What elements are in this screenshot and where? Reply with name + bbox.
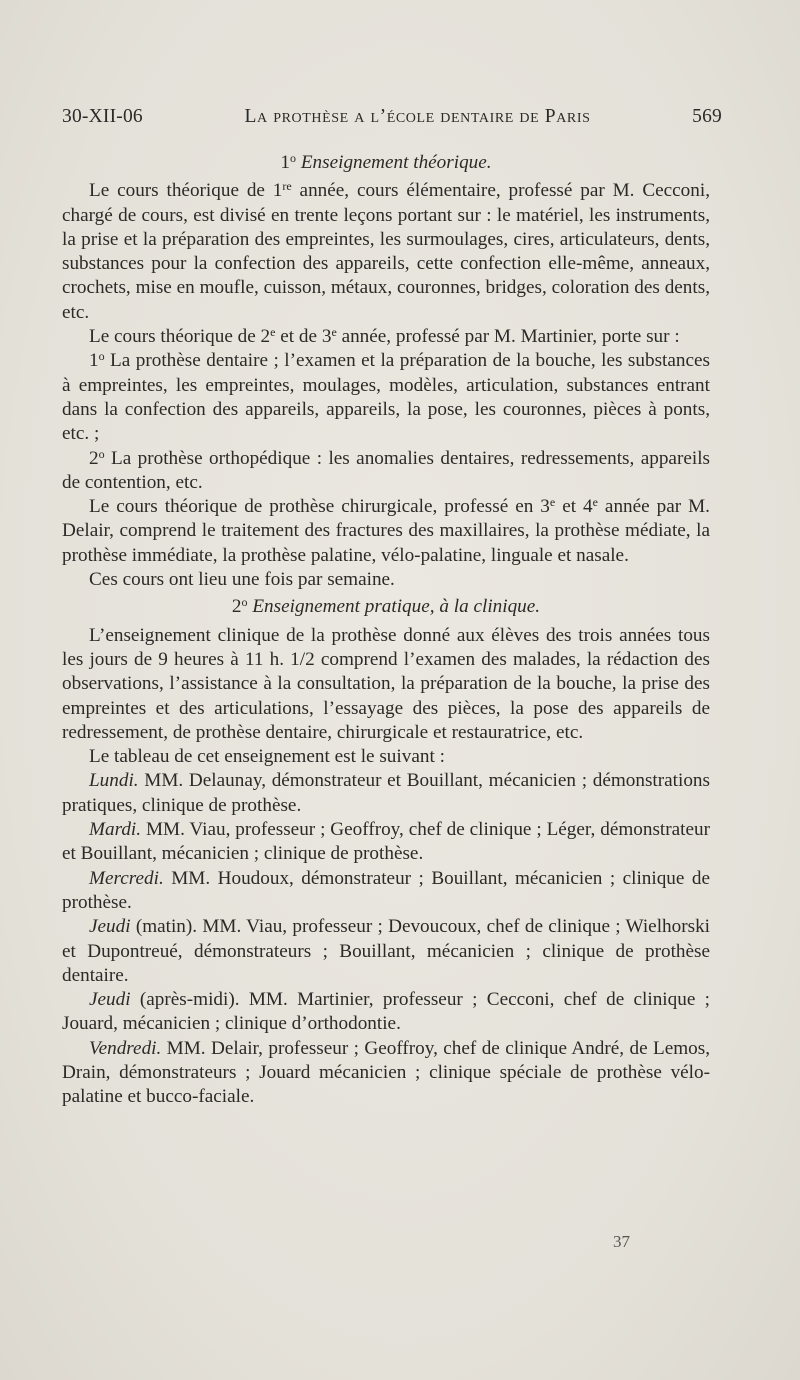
item-number: 1 <box>89 350 99 372</box>
heading-text: Enseignement pratique, à la clinique. <box>252 596 541 618</box>
signature-mark: 37 <box>613 1232 630 1251</box>
schedule-text: MM. Delair, professeur ; Geoffroy, chef de clinique André, de Lemos, Drain, démonstrateurs ; Jouard mécanicien ; clinique spéciale de prothèse vélo-palatine et bucco-faciale. <box>62 1037 710 1108</box>
paragraph-text: Le tableau de cet enseignement est le suivant : <box>89 746 445 768</box>
section-heading-practice <box>62 595 710 619</box>
schedule-day: Jeudi <box>89 989 131 1011</box>
paragraph-text: La prothèse dentaire ; l’examen et la préparation de la bouche, les substances à empreintes, les empreintes, moulages, modèles, articulation, substances entrant dans la confection des appareils, appareils, la pose, les couronnes, pièces à ponts, etc. ; <box>62 350 710 445</box>
ordinal-suffix: re <box>282 179 292 194</box>
schedule-text: MM. Houdoux, démonstrateur ; Bouillant, mécanicien ; clinique de prothèse. <box>62 867 710 913</box>
ordinal-suffix: o <box>98 349 105 364</box>
item-number: 2 <box>89 447 99 469</box>
heading-ordinal: o <box>241 595 248 610</box>
body-text <box>62 148 710 1110</box>
schedule-thursday-afternoon <box>62 988 710 1037</box>
paragraph-text: Ces cours ont lieu une fois par semaine. <box>89 569 395 591</box>
paragraph-surgical-prosthesis <box>62 495 710 568</box>
paragraph-clinical-teaching <box>62 624 710 745</box>
ordinal-suffix: e <box>549 495 556 510</box>
paragraph-text: Le cours théorique de 1 <box>89 180 283 202</box>
heading-number: 1 <box>280 152 291 173</box>
paragraph-text: La prothèse orthopédique : les anomalies dentaires, redressements, appareils de contention, etc. <box>62 447 710 493</box>
running-header <box>62 106 722 128</box>
heading-text: Enseignement théorique. <box>300 152 492 173</box>
schedule-thursday-morning <box>62 915 710 988</box>
schedule-friday <box>62 1037 710 1110</box>
schedule-day: Lundi. <box>89 770 139 792</box>
page-number: 569 <box>692 106 722 127</box>
paragraph-schedule-intro <box>62 745 710 769</box>
paragraph-text: L’enseignement clinique de la prothèse donné aux élèves des trois années tous les jours de 9 heures à 11 h. 1/2 comprend l’examen des malades, la rédaction des observations, l’assistance à la consultation, la préparation de la bouche, la prise des empreintes et des articulations, l’essayage des pièces, la pose des appareils de redressement, de prothèse dentaire, chirurgicale et restauratrice, etc. <box>62 624 710 743</box>
schedule-monday <box>62 769 710 818</box>
paragraph-first-year <box>62 179 710 325</box>
header-date: 30-XII-06 <box>62 106 143 127</box>
schedule-text: (après-midi). MM. Martinier, professeur ; Cecconi, chef de clinique ; Jouard, mécanicien ; clinique d’orthodontie. <box>62 989 710 1035</box>
schedule-day: Mardi. <box>89 819 142 841</box>
heading-ordinal: o <box>290 151 297 165</box>
paragraph-second-third-year <box>62 325 710 349</box>
ordinal-suffix: e <box>592 495 598 510</box>
paragraph-text: année, cours élémentaire, professé par M. Cecconi, chargé de cours, est divisé en trente leçons portant sur : le matériel, les instruments, la prise et la préparation des empreintes, les surmoulages, cires, articulateurs, dents, substances pour la confection des appareils, cette confection elle-même, anneaux, crochets, mise en moufle, cuisson, métaux, couronnes, bridges, coloration des dents, etc. <box>62 180 710 323</box>
ordinal-suffix: e <box>331 325 337 340</box>
paragraph-orthopedic-prosthesis <box>62 447 710 496</box>
ordinal-suffix: o <box>98 446 105 461</box>
schedule-text: MM. Viau, professeur ; Geoffroy, chef de clinique ; Léger, démonstrateur et Bouillant, mécanicien ; clinique de prothèse. <box>62 819 710 865</box>
schedule-tuesday <box>62 818 710 867</box>
paragraph-dental-prosthesis <box>62 349 710 446</box>
paragraph-text: année par M. Delair, comprend le traitement des fractures des maxillaires, la prothèse médiate, la prothèse immédiate, la prothèse palatine, vélo-palatine, linguale et nasale. <box>62 496 710 566</box>
schedule-day: Vendredi. <box>89 1037 162 1059</box>
schedule-wednesday <box>62 867 710 916</box>
paragraph-weekly <box>62 568 710 592</box>
schedule-day: Jeudi <box>89 916 131 938</box>
ordinal-suffix: e <box>270 325 276 340</box>
heading-number: 2 <box>231 596 242 618</box>
section-heading-theory <box>62 151 710 175</box>
schedule-text: MM. Delaunay, démonstrateur et Bouillant, mécanicien ; démonstrations pratiques, clinique de prothèse. <box>62 770 710 816</box>
header-title: La prothèse a l’école dentaire de Paris <box>244 106 591 127</box>
paragraph-text: et 4 <box>555 496 593 518</box>
paragraph-text: Le cours théorique de prothèse chirurgicale, professé en 3 <box>89 496 550 518</box>
paragraph-text: Le cours théorique de 2 <box>89 326 271 348</box>
schedule-text: (matin). MM. Viau, professeur ; Devoucoux, chef de clinique ; Wielhorski et Dupontreué, démonstrateurs ; Bouillant, mécanicien ; clinique de prothèse dentaire. <box>62 916 710 986</box>
paragraph-text: et de 3 <box>275 326 332 348</box>
schedule-day: Mercredi. <box>89 867 164 889</box>
paragraph-text: année, professé par M. Martinier, porte sur : <box>336 326 680 348</box>
